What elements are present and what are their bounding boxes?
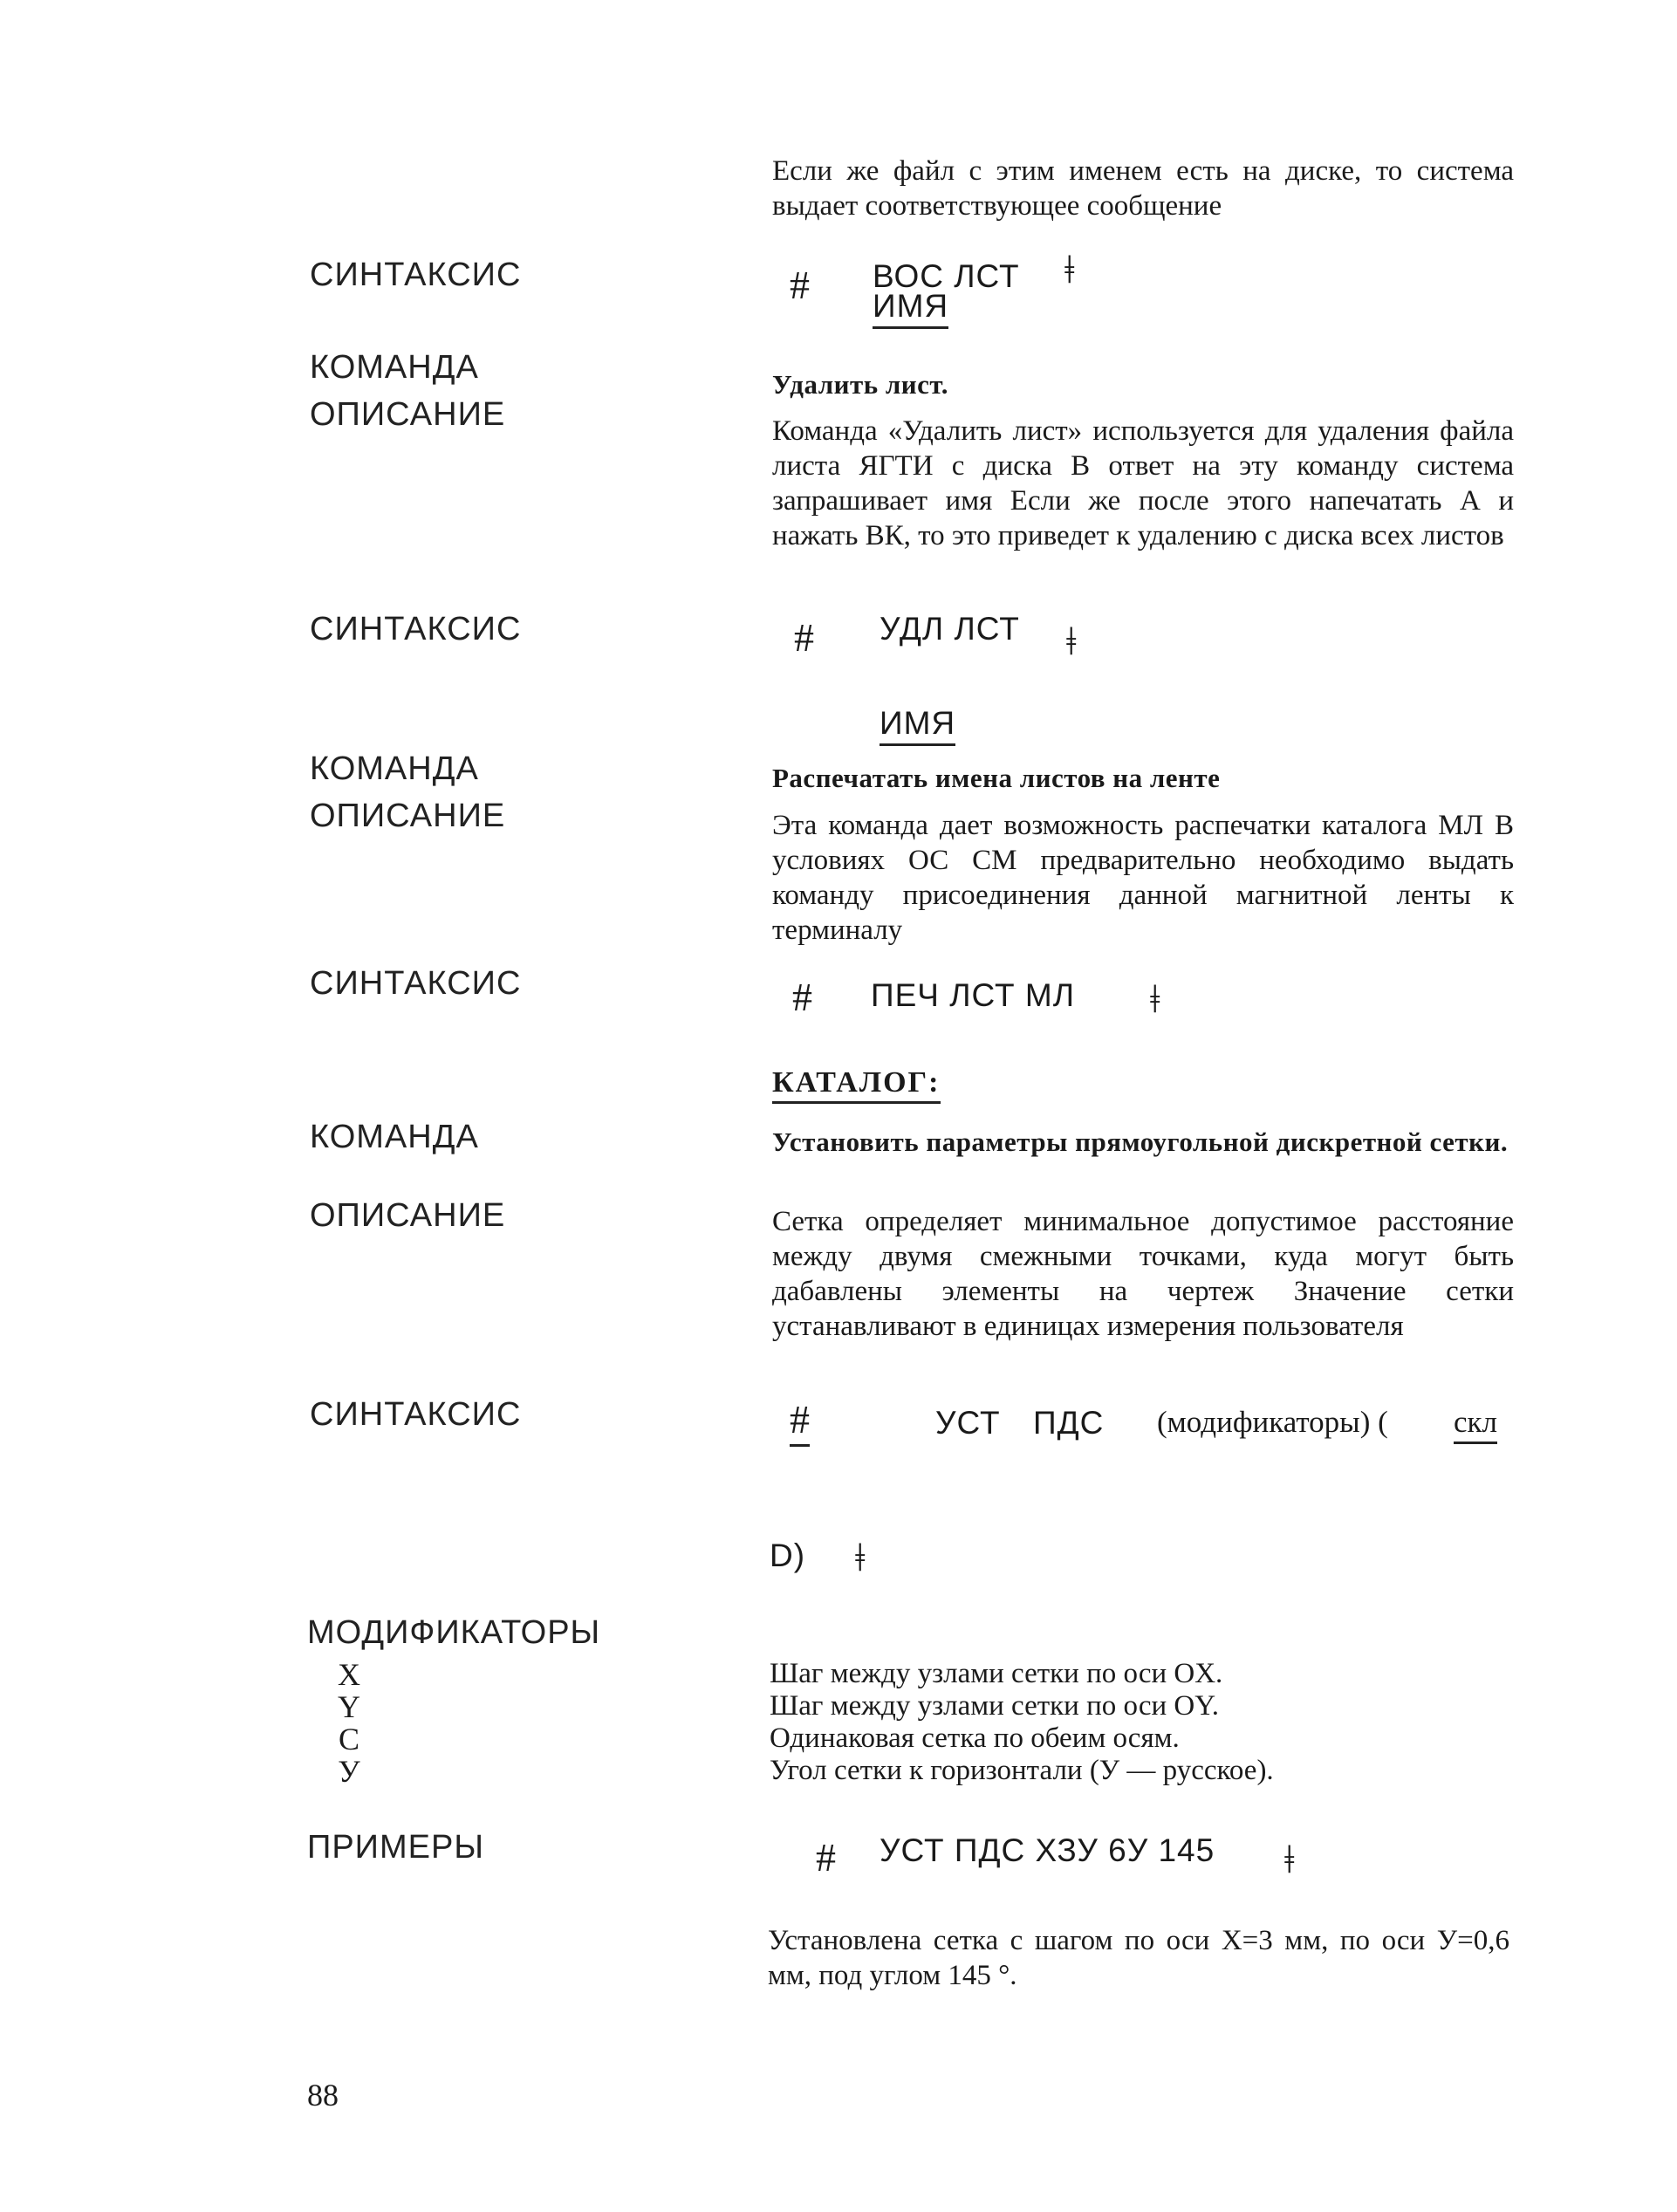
label-syntax: СИНТАКСИС [310,257,522,293]
label-description: ОПИСАНИЕ [310,396,506,433]
syntax-command: ВОС ЛСТ [873,258,1020,294]
command-description: Команда «Удалить лист» используется для удаления файла листа ЯГТИ с диска В ответ на эту команду система запрашивает имя Если же после этого напечатать А и нажать ВК, то это приведет к удалению с диска всех листов [772,415,1514,551]
page-number: 88 [307,2078,339,2113]
syntax-arg: ИМЯ [880,705,955,746]
command-description: Сетка определяет минимальное допустимое расстояние между двумя смежными точками, куда могут быть дабавлены элементы на чертеж Значение сетки устанавливают в единицах измерения пользователя [772,1206,1514,1342]
example-command: УСТ ПДС ХЗУ 6У 145 [880,1832,1215,1868]
label-description: ОПИСАНИЕ [310,1197,506,1234]
hash-symbol: # [790,263,810,307]
syntax-continuation: D) [770,1537,806,1573]
label-command: КОМАНДА [310,1119,479,1155]
syntax-command: ПЕЧ ЛСТ МЛ [871,977,1075,1013]
syntax-arg: ИМЯ [873,288,948,329]
label-command: КОМАНДА [310,349,479,386]
enter-symbol: ǂ [855,1535,866,1579]
command-title: Удалить лист. [772,369,949,400]
intro-paragraph: Если же файл с этим именем есть на диске, то система выдает соответствующее сообщение [772,155,1514,222]
syntax-command: УДЛ ЛСТ [880,611,1020,647]
syntax-modifiers: (модификаторы) ( [1157,1405,1388,1439]
hash-symbol: # [794,615,814,660]
command-title: Установить параметры прямоугольной дискретной сетки. [772,1127,1509,1157]
label-examples: ПРИМЕРЫ [307,1829,484,1866]
modifier-desc: Шаг между узлами сетки по оси OY. [770,1690,1220,1722]
label-command: КОМАНДА [310,750,479,787]
enter-symbol: ǂ [1284,1837,1295,1881]
command-description: Эта команда дает возможность распечатки каталога МЛ В условиях ОС СМ предварительно необходимо выдать команду присоединения данной магнитной ленты к терминалу [772,810,1514,946]
example-result: Установлена сетка с шагом по оси X=3 мм, по оси У=0,6 мм, под углом 145 °. [768,1925,1509,1991]
hash-symbol: # [816,1835,836,1880]
modifier-desc: Шаг между узлами сетки по оси OX. [770,1658,1223,1689]
modifier-desc: Одинаковая сетка по обеим осям. [770,1722,1180,1754]
hash-symbol: # [792,975,812,1019]
modifier-code: X [338,1657,360,1692]
syntax-skl: скл [1454,1405,1497,1444]
command-title: Распечатать имена листов на ленте [772,763,1221,793]
syntax-command: ПДС [1033,1405,1105,1441]
label-syntax: СИНТАКСИС [310,611,522,647]
label-syntax: СИНТАКСИС [310,965,522,1002]
hash-symbol: # [790,1396,810,1447]
enter-symbol: ǂ [1066,619,1077,663]
label-description: ОПИСАНИЕ [310,798,506,834]
enter-symbol: ǂ [1150,976,1160,1021]
label-syntax: СИНТАКСИС [310,1396,522,1433]
label-modifiers: МОДИФИКАТОРЫ [307,1614,601,1651]
syntax-command: УСТ [935,1405,1001,1441]
modifier-code: У [338,1754,360,1789]
catalog-heading: КАТАЛОГ: [772,1066,941,1104]
modifier-code: C [338,1722,359,1757]
modifier-desc: Угол сетки к горизонтали (У — русское). [770,1755,1274,1786]
enter-symbol: ǂ [1064,247,1075,291]
modifier-code: Y [338,1689,360,1724]
